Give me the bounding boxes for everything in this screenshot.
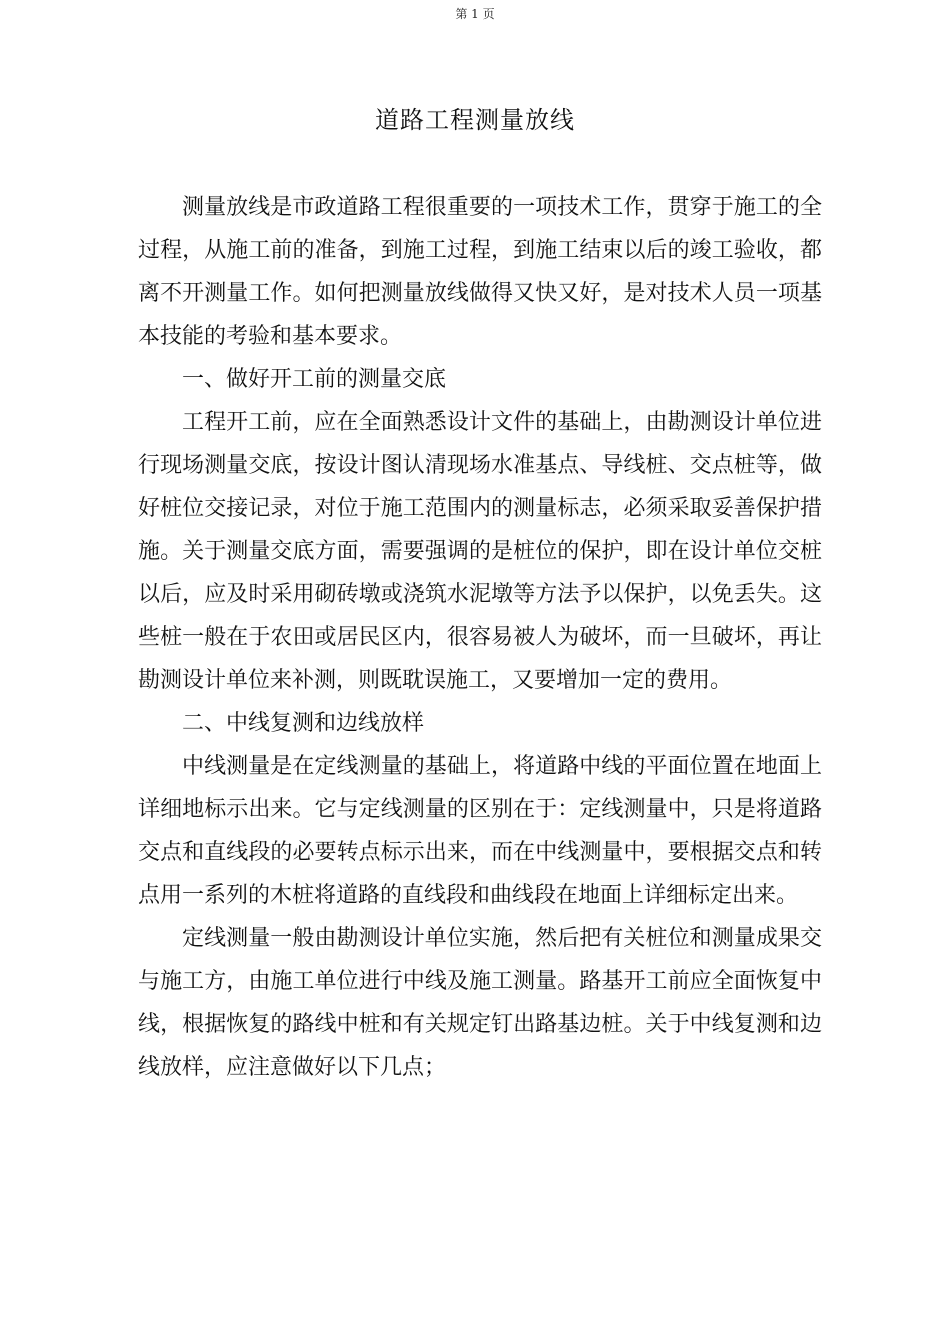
document-title: 道路工程测量放线 — [375, 106, 575, 134]
document-body — [138, 186, 822, 1089]
section-heading-2: 二、中线复测和边线放样 — [182, 711, 425, 736]
section-2-paragraph-2: 定线测量一般由勘测设计单位实施，然后把有关桩位和测量成果交与施工方，由施工单位进行中线及施工测量。路基开工前应全面恢复中线，根据恢复的路线中桩和有关规定钉出路基边桩。关于中线复测和边线放样，应注意做好以下几点； — [138, 926, 822, 1080]
section-heading-1: 一、做好开工前的测量交底 — [182, 367, 447, 392]
section-1-paragraph: 工程开工前，应在全面熟悉设计文件的基础上，由勘测设计单位进行现场测量交底，按设计图认清现场水准基点、导线桩、交点桩等，做好桩位交接记录，对位于施工范围内的测量标志，必须采取妥善保护措施。关于测量交底方面，需要强调的是桩位的保护，即在设计单位交桩以后，应及时采用砌砖墩或浇筑水泥墩等方法予以保护，以免丢失。这些桩一般在于农田或居民区内，很容易被人为破坏，而一旦破坏，再让勘测设计单位来补测，则既耽误施工，又要增加一定的费用。 — [138, 410, 822, 693]
section-2-paragraph-1: 中线测量是在定线测量的基础上，将道路中线的平面位置在地面上详细地标示出来。它与定线测量的区别在于：定线测量中，只是将道路交点和直线段的必要转点标示出来，而在中线测量中，要根据交点和转点用一系列的木桩将道路的直线段和曲线段在地面上详细标定出来。 — [138, 754, 822, 908]
page-number: 第 1 页 — [455, 7, 495, 21]
intro-paragraph: 测量放线是市政道路工程很重要的一项技术工作，贯穿于施工的全过程，从施工前的准备，到施工过程，到施工结束以后的竣工验收，都离不开测量工作。如何把测量放线做得又快又好，是对技术人员一项基本技能的考验和基本要求。 — [138, 195, 822, 349]
